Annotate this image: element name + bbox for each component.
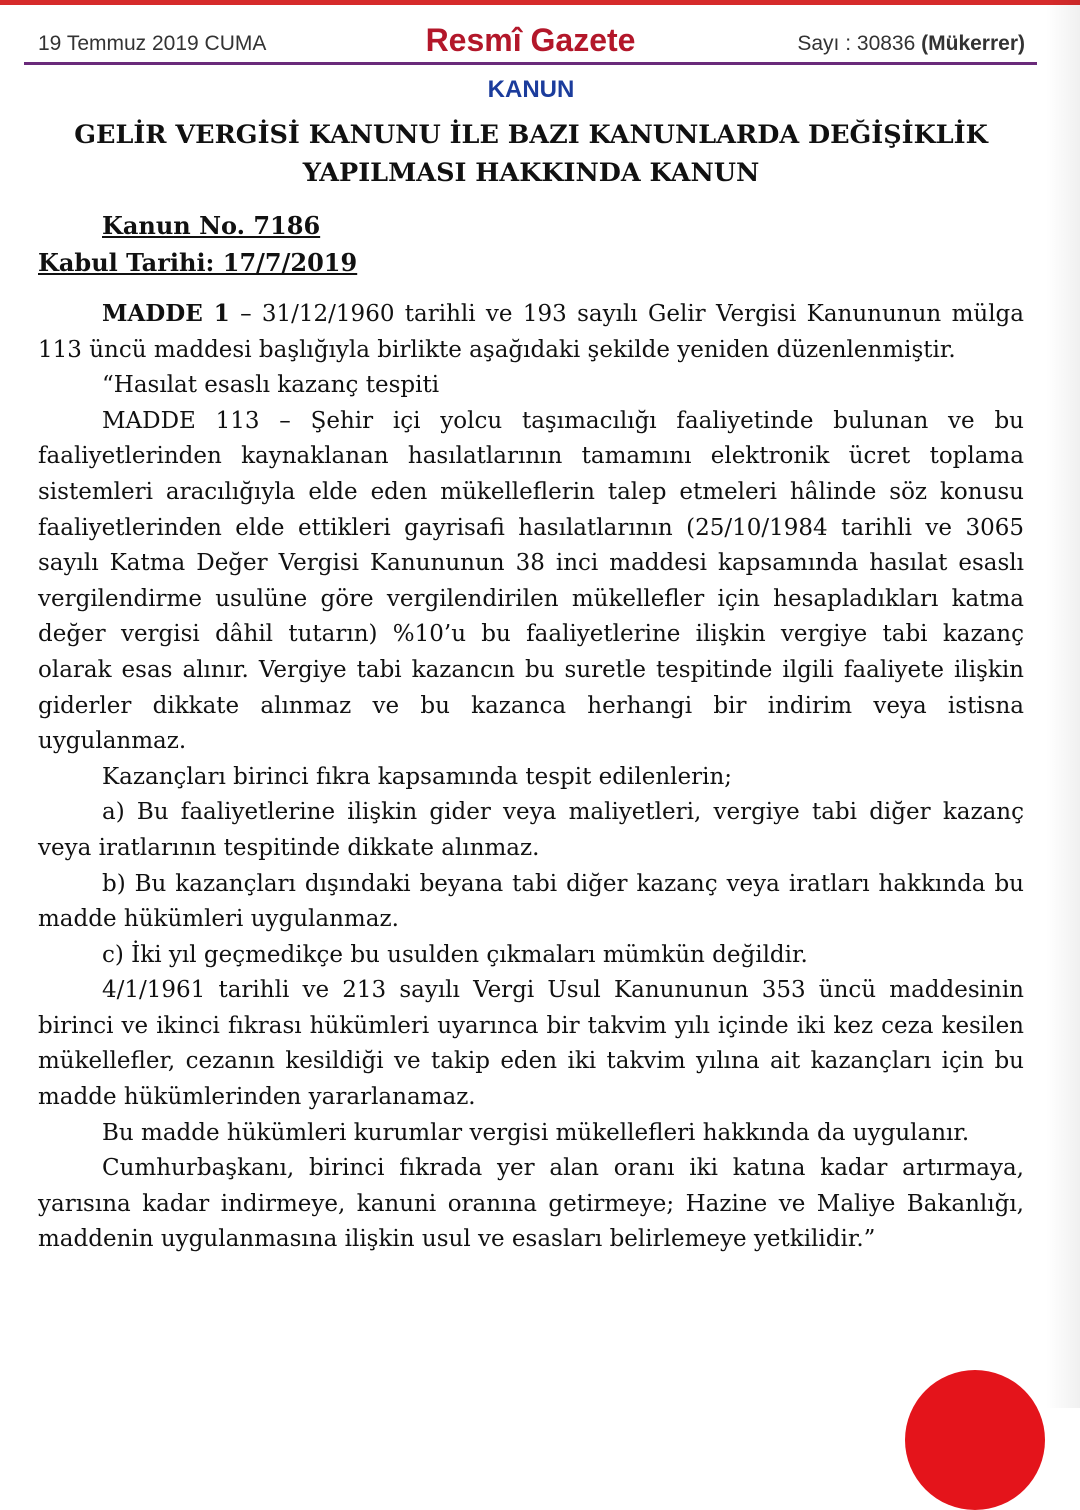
issue-repeat-label: (Mükerrer) xyxy=(921,32,1025,55)
law-clause: c) İki yıl geçmedikçe bu usulden çıkmaları mümkün değildir. xyxy=(102,941,808,968)
law-clause: a) Bu faaliyetlerine ilişkin gider veya maliyetleri, vergiye tabi diğer kazanç veya iratlarının tespitinde dikkate alınmaz. xyxy=(38,799,1024,861)
law-paragraph: Kazançları birinci fıkra kapsamında tespit edilenlerin; xyxy=(102,763,733,790)
gazette-header xyxy=(24,22,1037,62)
law-paragraph: Bu madde hükümleri kurumlar vergisi mükellefleri hakkında da uygulanır. xyxy=(102,1119,970,1146)
header-divider xyxy=(24,62,1037,65)
section-label: KANUN xyxy=(487,76,575,103)
article-text: – 31/12/1960 tarihli ve 193 sayılı Gelir Vergisi Kanununun mülga 113 üncü maddesi başlığıyla birlikte aşağıdaki şekilde yeniden düzenlenmiştir. xyxy=(38,301,1024,363)
article-heading: “Hasılat esaslı kazanç tespiti xyxy=(102,372,440,399)
top-accent-bar xyxy=(0,0,1080,5)
acceptance-date: Kabul Tarihi: 17/7/2019 xyxy=(38,248,358,277)
law-paragraph: Cumhurbaşkanı, birinci fıkrada yer alan oranı iki katına kadar artırmaya, yarısına kadar indirmeye, kanuni oranına getirmeye; Hazine ve Maliye Bakanlığı, maddenin uygulanmasına ilişkin usul ve esasları belirlemeye yetkilidir.” xyxy=(38,1155,1024,1253)
law-title xyxy=(40,116,1022,192)
law-paragraph: MADDE 113 – Şehir içi yolcu taşımacılığı faaliyetinde bulunan ve bu faaliyetlerinden kaynaklanan hasılatlarının tamamını elektronik ücret toplama sistemleri aracılığıyla elde eden mükelleflerin talep etmeleri hâlinde söz konusu faaliyetlerinden elde ettikleri gayrisafi hasılatlarının (25/10/1984 tarihli ve 3065 sayılı Katma Değer Vergisi Kanununun 38 inci maddesi kapsamında hasılat esaslı vergilendirme usulüne göre vergilendirilen mükellefler için hesapladıkları katma değer vergisi dâhil tutarın) %10’u bu faaliyetlerine ilişkin vergiye tabi kazanç olarak esas alınır. Vergiye tabi kazancın bu suretle tespitinde ilgili faaliyete ilişkin giderler dikkate alınmaz ve bu kazanca herhangi bir indirim veya istisna uygulanmaz. xyxy=(38,407,1024,755)
article-1-paragraph xyxy=(38,296,1024,368)
issue-date: 19 Temmuz 2019 CUMA xyxy=(38,32,267,55)
floating-action-button[interactable] xyxy=(905,1370,1045,1510)
article-label: MADDE 1 xyxy=(102,300,230,327)
law-title-line: YAPILMASI HAKKINDA KANUN xyxy=(302,158,760,188)
issue-number xyxy=(797,32,1025,56)
law-clause: b) Bu kazançları dışındaki beyana tabi diğer kazanç veya iratları hakkında bu madde hükümleri uygulanmaz. xyxy=(38,870,1024,933)
law-number: Kanun No. 7186 xyxy=(102,211,321,240)
law-body xyxy=(38,296,1024,1258)
law-paragraph: 4/1/1961 tarihli ve 213 sayılı Vergi Usul Kanununun 353 üncü maddesinin birinci ve ikinci fıkrası hükümleri uyarınca bir takvim yılı içinde iki kez ceza kesilen mükellefler, cezanın kesildiği ve takip eden iki takvim yılına ait kazançları için bu madde hükümlerinden yararlanamaz. xyxy=(38,977,1024,1111)
issue-number-text: Sayı : 30836 xyxy=(797,32,922,55)
page-edge-shadow xyxy=(1046,0,1080,1408)
gazette-title: Resmî Gazete xyxy=(425,22,636,58)
law-title-line: GELİR VERGİSİ KANUNU İLE BAZI KANUNLARDA DEĞİŞİKLİK xyxy=(74,120,988,150)
